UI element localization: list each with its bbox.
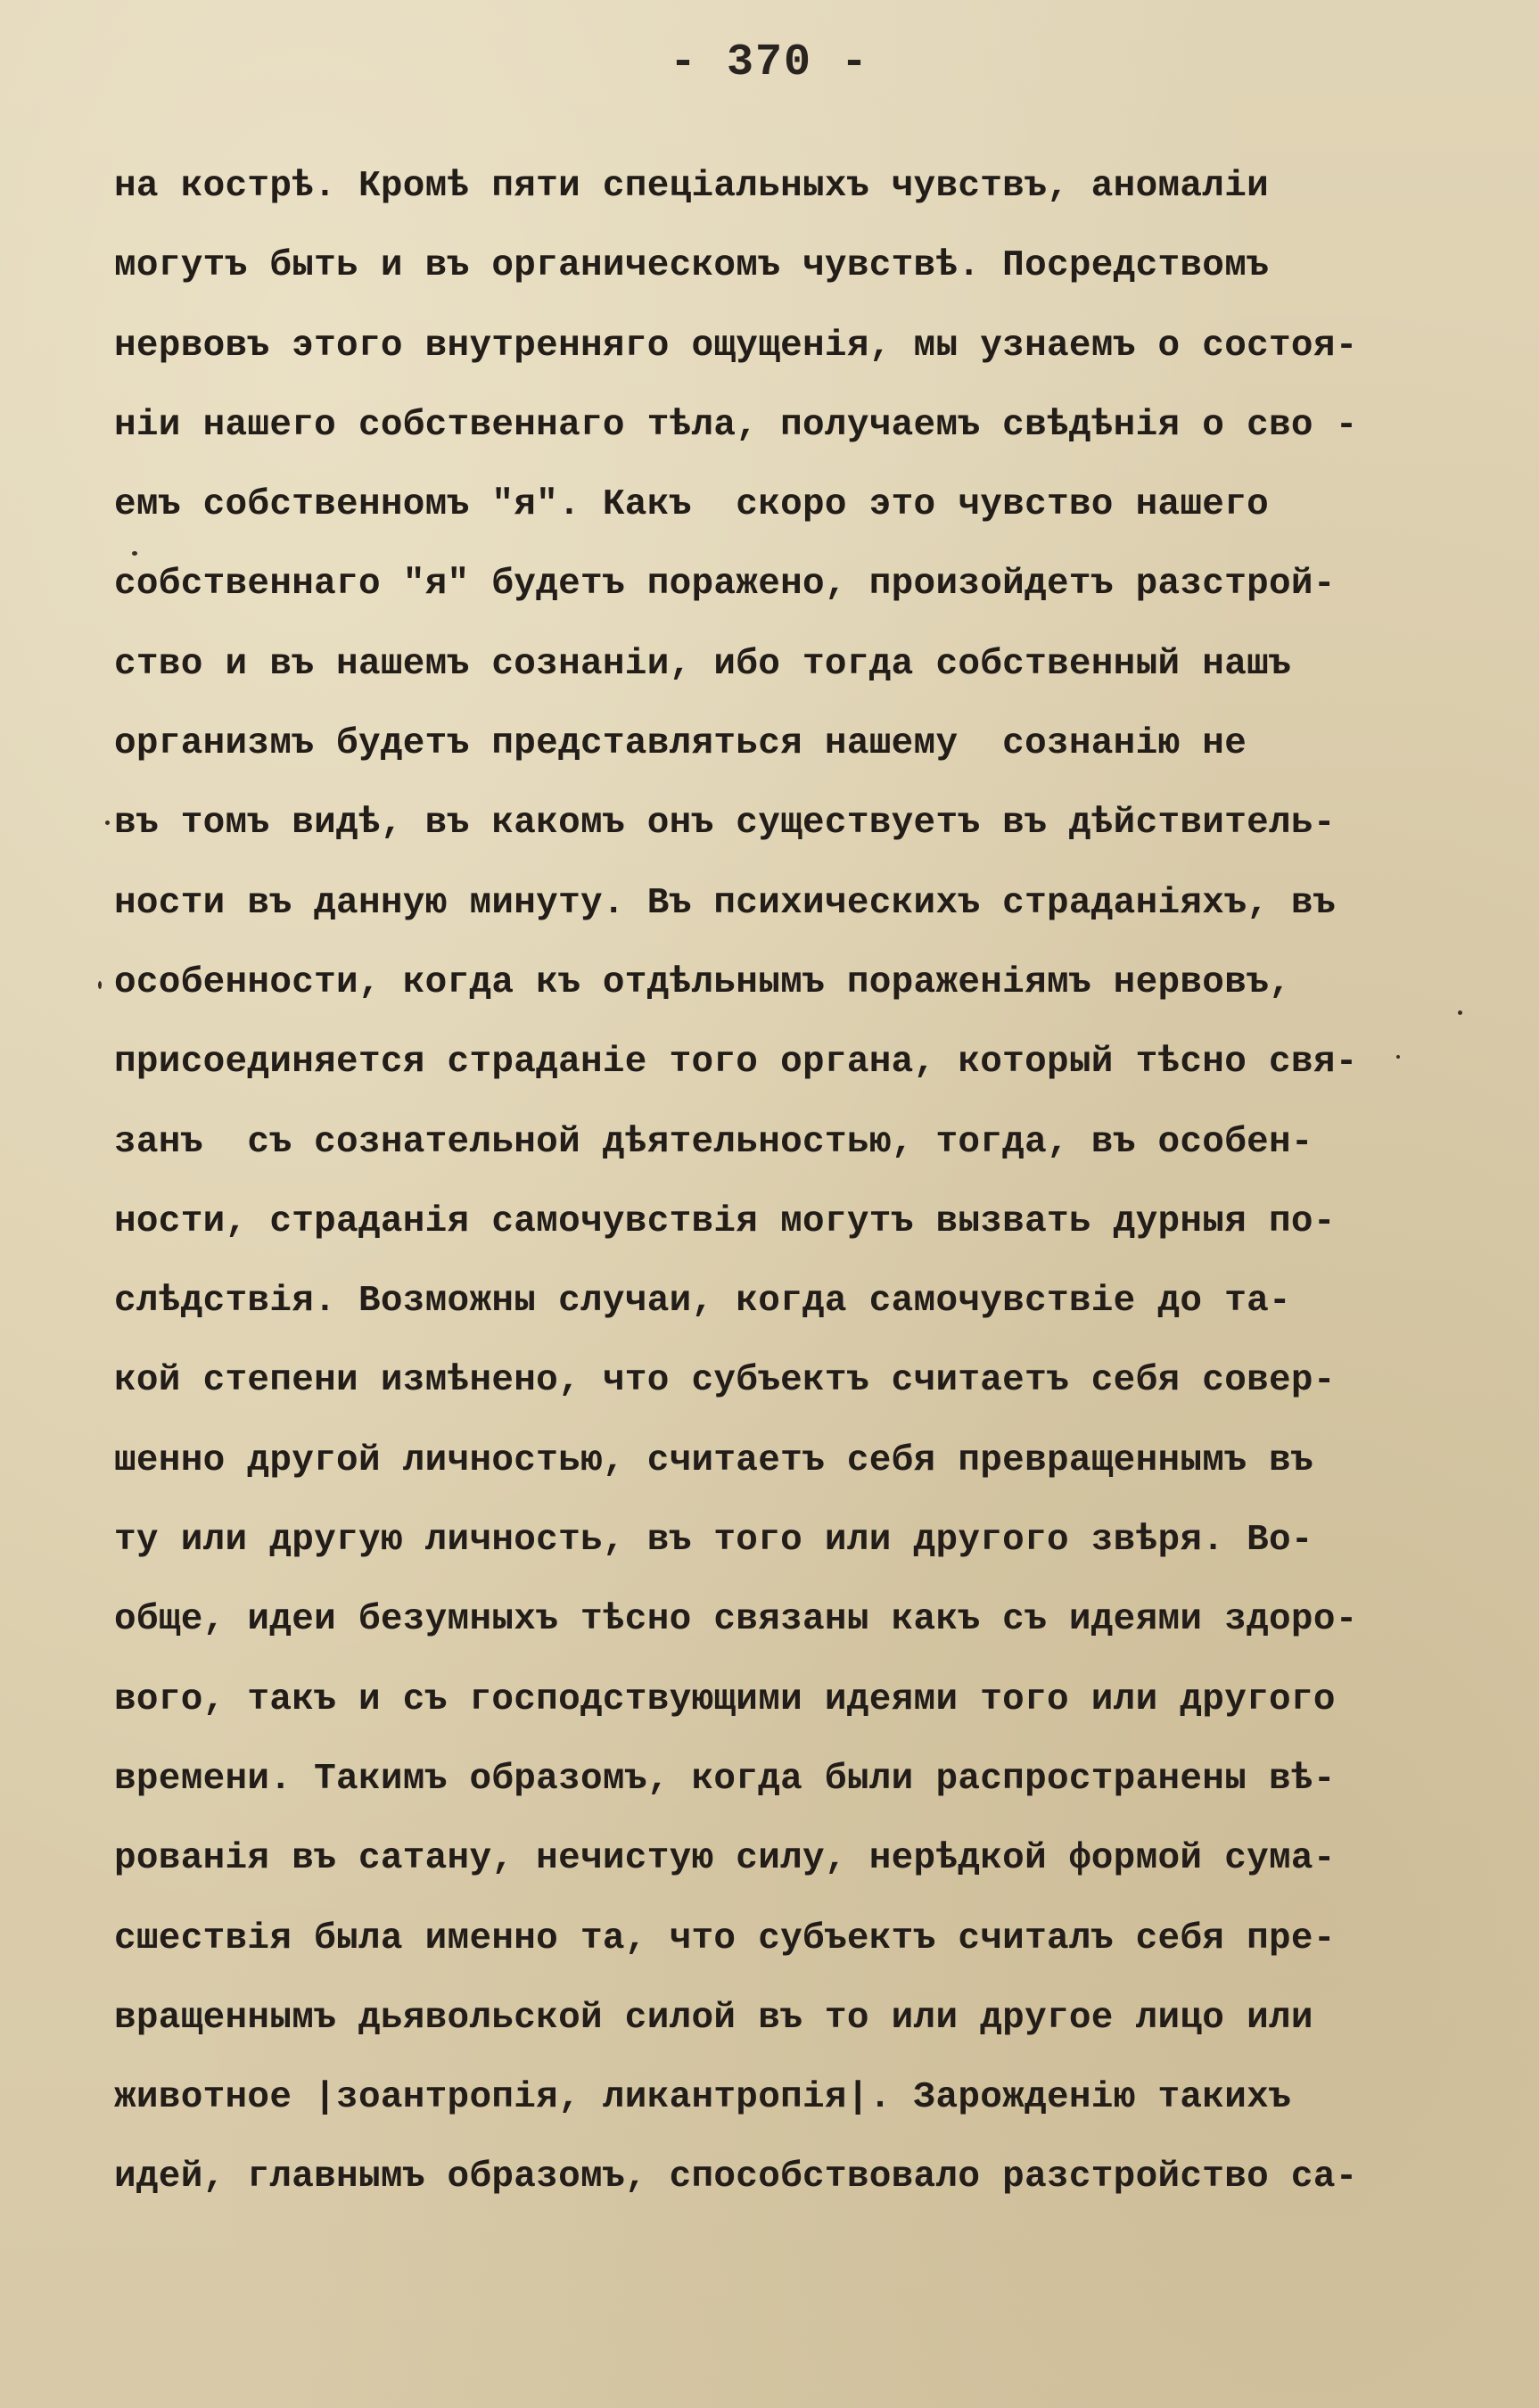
text-line: въ томъ видѣ, въ какомъ онъ существуетъ въ дѣйствитель-	[114, 803, 1336, 845]
text-line: ности въ данную минуту. Въ психическихъ страданiяхъ, въ	[114, 882, 1336, 924]
body-text	[114, 147, 1487, 2218]
text-line: кой степени измѣнено, что субъектъ считаетъ себя совер-	[114, 1360, 1336, 1402]
ink-speck	[105, 821, 110, 825]
text-line: времени. Такимъ образомъ, когда были распространены вѣ-	[114, 1758, 1336, 1800]
text-line: особенности, когда къ отдѣльнымъ пораженiямъ нервовъ,	[114, 961, 1291, 1003]
page-number: - 370 -	[669, 37, 870, 88]
text-line: обще, идеи безумныхъ тѣсно связаны какъ съ идеями здоро-	[114, 1599, 1358, 1641]
text-line: ту или другую личность, въ того или другого звѣря. Во-	[114, 1520, 1313, 1562]
text-line: идей, главнымъ образомъ, способствовало разстройство са-	[114, 2156, 1358, 2198]
text-line: вого, такъ и съ господствующими идеями того или другого	[114, 1678, 1336, 1720]
text-line: собственнаго "я" будетъ поражено, произойдетъ разстрой-	[114, 564, 1336, 606]
ink-speck	[98, 981, 102, 989]
text-line: емъ собственномъ "я". Какъ скоро это чувство нашего	[114, 484, 1270, 526]
text-line: могутъ быть и въ органическомъ чувствѣ. Посредствомъ	[114, 245, 1270, 287]
text-line: занъ съ сознательной дѣятельностью, тогда, въ особен-	[114, 1121, 1313, 1163]
text-line: ности, страданiя самочувствiя могутъ вызвать дурныя по-	[114, 1200, 1336, 1242]
text-line: рованiя въ сатану, нечистую силу, нерѣдкой формой сума-	[114, 1838, 1336, 1880]
text-line: ство и въ нашемъ сознанiи, ибо тогда собственный нашъ	[114, 643, 1291, 685]
text-line: нервовъ этого внутренняго ощущенiя, мы узнаемъ о состоя-	[114, 325, 1358, 367]
text-line: слѣдствiя. Возможны случаи, когда самочувствiе до та-	[114, 1281, 1291, 1323]
ink-speck	[132, 551, 137, 556]
text-line: присоединяется страданiе того органа, который тѣсно свя-	[114, 1042, 1358, 1084]
text-line: вращеннымъ дьявольской силой въ то или другое лицо или	[114, 1997, 1313, 2039]
text-line: сшествiя была именно та, что субъектъ считалъ себя пре-	[114, 1917, 1336, 1959]
text-line: животное |зоантропiя, ликантропiя|. Зарожденiю такихъ	[114, 2077, 1291, 2119]
ink-speck	[1396, 1055, 1400, 1059]
text-line: организмъ будетъ представляться нашему сознанiю не	[114, 723, 1247, 765]
text-line: нiи нашего собственнаго тѣла, получаемъ свѣдѣнiя о сво -	[114, 404, 1358, 446]
text-line: на кострѣ. Кромѣ пяти спецiальныхъ чувствъ, аномалiи	[114, 166, 1270, 207]
text-line: шенно другой личностью, считаетъ себя превращеннымъ въ	[114, 1439, 1313, 1481]
ink-speck	[1458, 1010, 1462, 1015]
